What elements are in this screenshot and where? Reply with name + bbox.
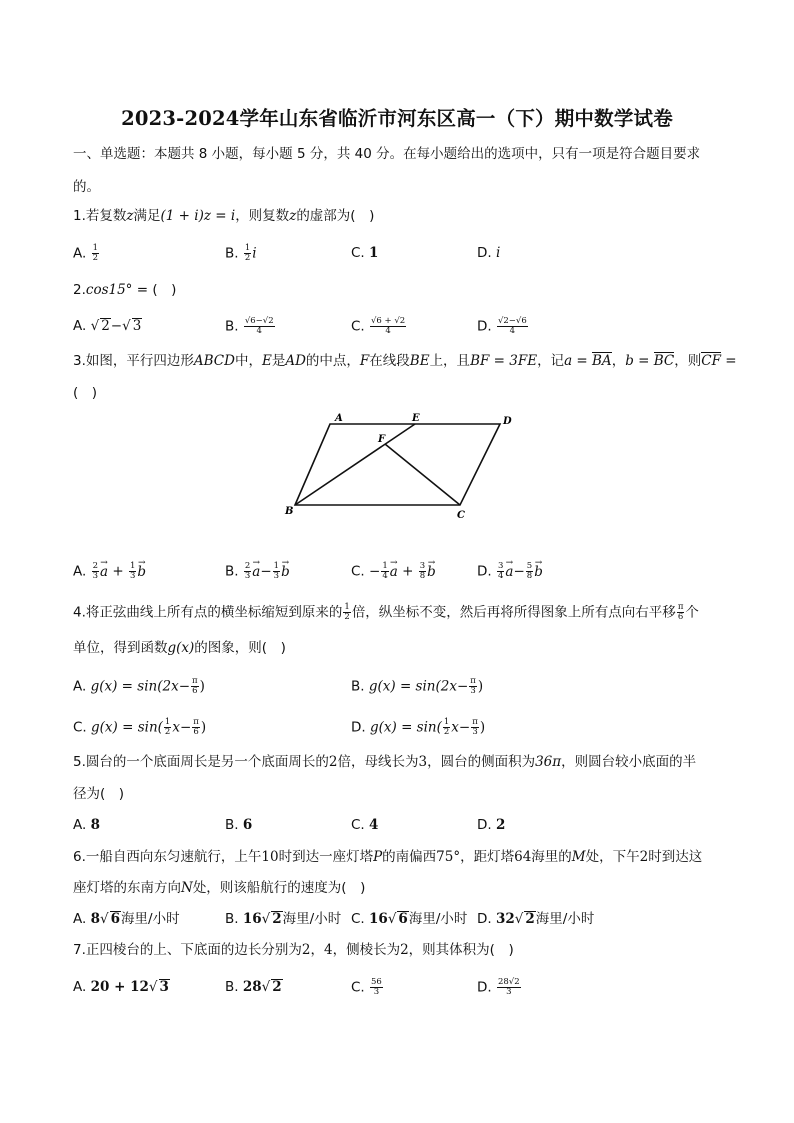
denominator: 3 (273, 571, 280, 581)
denominator: 3 (472, 727, 478, 737)
numerator: π (193, 717, 199, 727)
option-label: C. (351, 817, 370, 833)
option-label: A. (73, 817, 91, 833)
q4-text: 4.将正弦曲线上所有点的横坐标缩短到原来的 (73, 604, 343, 621)
unit: 海里/小时 (535, 911, 595, 927)
fraction (370, 978, 383, 997)
q6-number: 10 (261, 849, 279, 865)
option-value: 28 (242, 979, 262, 995)
q5-text: ，则圆台较小底面的半 (561, 754, 697, 770)
option-label: A. (73, 911, 91, 927)
coefficient: 8 (90, 911, 100, 927)
option-label: B. (225, 318, 243, 335)
q3-vector-cf: CF (701, 353, 721, 369)
label-d: D (503, 416, 512, 427)
option-label: A. (73, 979, 91, 995)
minus-sign: − (110, 318, 123, 334)
function-expression: g(x) = sin(2x (368, 678, 457, 695)
q4-text: 个 (685, 604, 699, 621)
fraction (244, 317, 275, 336)
radicand: 2 (272, 911, 282, 927)
q1-text: 的虚部为( ) (296, 208, 375, 224)
denominator: 4 (385, 326, 391, 336)
numerator: 1 (244, 243, 251, 253)
q2-text: = ( ) (132, 282, 177, 298)
numerator: 3 (497, 561, 504, 571)
q1-text: ，则复数 (235, 208, 290, 224)
q5-text: 5.圆台的一个底面周长是另一个底面周长的 (73, 754, 329, 770)
section-header-line1: 一、单选题：本题共 8 小题，每小题 5 分，共 40 分。在每小题给出的选项中，只有一项是符合题目要求 (73, 146, 701, 162)
q3-text: ，记 (537, 353, 565, 369)
option-label: C. (351, 563, 370, 580)
q3-f: F (359, 353, 370, 369)
q6-point-m: M (571, 849, 586, 865)
option-label: D. (477, 563, 496, 580)
function-expression: g(x) = sin( (369, 719, 442, 736)
fraction (92, 562, 99, 581)
unit: 海里/小时 (121, 911, 180, 927)
q4-option-d[interactable] (351, 718, 485, 737)
q4-text: 的图象，则( ) (194, 640, 286, 656)
question-6-stem-line1 (73, 848, 702, 866)
fraction (192, 718, 200, 737)
option-value: 1 (369, 245, 379, 261)
numerator: 1 (92, 243, 99, 253)
q3-abcd: ABCD (193, 353, 235, 369)
q6-text: 时到达这 (648, 849, 703, 865)
q1-text: 1.若复数 (73, 208, 127, 224)
q4-option-c[interactable] (73, 718, 206, 737)
fraction (677, 603, 685, 622)
q6-number: 2 (639, 849, 649, 865)
denominator: 3 (470, 686, 476, 696)
q3-ad: AD (285, 353, 306, 369)
option-label: A. (73, 318, 91, 334)
q7-text: ，则其体积为( ) (408, 942, 514, 958)
option-value: 2 (495, 817, 506, 833)
denominator: 4 (509, 326, 516, 336)
numerator: 56 (371, 977, 382, 987)
fraction (244, 244, 251, 263)
coefficient: 16 (369, 911, 388, 927)
q5-option-b[interactable] (225, 816, 252, 834)
fraction (129, 562, 136, 581)
q6-option-a[interactable]: A. 8√ 6海里/小时 (73, 911, 180, 927)
vector-b: → b (534, 563, 543, 581)
q5-text: ，圆台的侧面积为 (427, 754, 536, 770)
q1-text: 满足 (133, 208, 161, 224)
option-label: A. (73, 678, 91, 695)
q6-point-n: N (181, 880, 193, 896)
numerator: 5 (526, 561, 533, 571)
numerator: 1 (164, 717, 171, 727)
q2-option-a[interactable]: A. √ 2−√ 3 (73, 318, 142, 334)
denominator: 6 (677, 612, 684, 622)
q3-text: 的中点， (305, 353, 360, 369)
q6-option-d[interactable]: D. 32√ 2海里/小时 (477, 911, 595, 927)
q3-text: 上，且 (429, 353, 471, 369)
operator: − (260, 563, 272, 580)
numerator: π (472, 717, 478, 727)
q2-option-d[interactable] (477, 317, 529, 336)
q6-option-c[interactable]: C. 16√ 6海里/小时 (351, 911, 468, 927)
operator: + (397, 563, 418, 580)
radicand: 3 (132, 318, 142, 334)
fraction (526, 562, 533, 581)
q7-option-a[interactable]: A. 20 + 12√ 3 (73, 979, 169, 995)
variable-x: x (451, 719, 459, 736)
fraction (191, 677, 199, 696)
denominator: 2 (344, 612, 350, 622)
variable-x: x (172, 719, 180, 736)
q7-option-b[interactable]: B. 28√ 2 (225, 979, 282, 995)
option-label: B. (225, 817, 243, 833)
option-label: C. (351, 318, 370, 335)
q6-text: 的南偏西 (382, 849, 437, 865)
q7-option-c[interactable] (351, 978, 384, 997)
fraction (343, 603, 350, 622)
label-c: C (457, 510, 465, 521)
numerator: π (470, 676, 476, 686)
fraction (471, 718, 479, 737)
numerator: π (677, 602, 684, 612)
q2-option-c[interactable] (351, 317, 407, 336)
q3-text: ， (611, 353, 626, 369)
q4-text: 倍，纵坐标不变，然后再将所得图象上所有点向右平移 (351, 604, 676, 621)
q6-text: 处，则该船航行的速度为( ) (192, 880, 366, 896)
q1-option-b[interactable] (225, 244, 257, 263)
fraction (419, 562, 426, 581)
fraction (469, 677, 477, 696)
denominator: 4 (497, 571, 504, 581)
vector-a: → a (390, 563, 398, 581)
vector-b: → b (281, 563, 290, 581)
label-e: E (412, 413, 420, 424)
option-label: B. (225, 979, 243, 995)
fraction (497, 317, 528, 336)
numerator: √6 + √2 (371, 316, 406, 326)
denominator: 3 (373, 987, 380, 997)
q2-text: 2. (73, 282, 86, 298)
question-6-stem-line2 (73, 879, 365, 897)
option-label: A. (73, 563, 91, 580)
q7-option-d[interactable] (477, 978, 522, 997)
q5-number: 3 (418, 754, 428, 770)
q2-option-b[interactable] (225, 317, 276, 336)
option-value: 4 (369, 817, 379, 833)
q6-text: 海里的 (531, 849, 572, 865)
option-value: 6 (242, 817, 253, 833)
q6-point-p: P (373, 849, 383, 865)
q6-text: 座灯塔的东南方向 (73, 880, 181, 896)
q6-text: 6.一船自西向东匀速航行，上午 (73, 849, 262, 865)
q5-option-c[interactable] (351, 816, 378, 834)
q4-option-b[interactable] (351, 677, 483, 696)
option-label: C. (351, 245, 370, 261)
numerator: 1 (382, 561, 388, 571)
minus-sign: − (458, 719, 471, 736)
question-3-stem-line2: ( ) (73, 385, 98, 401)
paren: ) (200, 719, 207, 736)
q3-vector-ba: BA (592, 353, 612, 369)
paren: ) (477, 678, 484, 695)
vector-a: → a (252, 563, 260, 581)
q3-vector-bc: BC (653, 353, 675, 369)
minus-sign: − (179, 719, 192, 736)
q6-number: 64 (514, 849, 532, 865)
q3-e: E (261, 353, 272, 369)
q5-option-a[interactable] (73, 816, 100, 834)
denominator: 8 (419, 571, 426, 581)
fraction (164, 718, 171, 737)
denominator: 3 (244, 571, 251, 581)
minus-sign: − (369, 563, 381, 580)
denominator: 2 (92, 253, 99, 263)
paren: ) (199, 678, 205, 695)
operator: − (513, 563, 525, 580)
q3-option-d[interactable] (477, 562, 543, 581)
option-label: B. (225, 911, 243, 927)
q1-option-d[interactable] (477, 244, 500, 262)
unit: 海里/小时 (408, 911, 468, 927)
numerator: 1 (273, 561, 280, 571)
q6-number: 75° (436, 849, 461, 865)
q3-equation: BF = 3FE (470, 353, 538, 369)
minus-sign: − (456, 678, 469, 695)
q3-option-a[interactable] (73, 562, 146, 581)
radicand: 2 (101, 318, 110, 334)
fraction (381, 562, 388, 581)
q3-text: 在线段 (369, 353, 410, 369)
q3-vector-b: b = (625, 353, 654, 369)
option-label: B. (225, 245, 243, 262)
denominator: 4 (382, 571, 388, 581)
vector-a: → a (505, 563, 513, 581)
q2-expression: cos15° (85, 282, 133, 298)
option-label: C. (73, 719, 92, 736)
label-a: A (335, 413, 343, 424)
option-label: A. (73, 245, 91, 262)
unit: 海里/小时 (282, 911, 342, 927)
function-expression: g(x) = sin(2x (90, 678, 179, 695)
segment-fc (385, 444, 460, 505)
coefficient: 16 (242, 911, 262, 927)
option-value: i (495, 245, 501, 261)
q6-text: ，距灯塔 (460, 849, 515, 865)
question-5-stem-line2: 径为( ) (73, 786, 125, 802)
denominator: 8 (526, 571, 533, 581)
denominator: 2 (164, 727, 171, 737)
q3-text: 中， (234, 353, 262, 369)
label-b: B (285, 506, 294, 517)
imaginary-unit: i (252, 245, 257, 262)
radicand: 6 (110, 911, 121, 927)
page-title: 2023-2024学年山东省临沂市河东区高一（下）期中数学试卷 (121, 107, 673, 130)
denominator: 6 (192, 686, 198, 696)
option-label: D. (477, 911, 496, 927)
q6-option-b[interactable]: B. 16√ 2海里/小时 (225, 911, 342, 927)
option-label: B. (351, 678, 369, 695)
denominator: 4 (256, 326, 262, 336)
q3-text: = (720, 353, 737, 369)
q4-text: 单位，得到函数 (73, 640, 168, 656)
option-label: D. (477, 817, 496, 833)
q6-text: 处，下午 (585, 849, 640, 865)
fraction (370, 317, 406, 336)
q6-text: 时到达一座灯塔 (278, 849, 374, 865)
question-3-stem-line1 (73, 352, 737, 370)
q5-option-d[interactable] (477, 816, 505, 834)
q3-vector-a: a = (564, 353, 593, 369)
radicand: 2 (525, 911, 535, 927)
fraction (497, 978, 521, 997)
q1-var-z: z (126, 208, 134, 224)
question-4-stem-line2 (73, 639, 286, 657)
q4-option-a[interactable] (73, 677, 205, 696)
numerator: 1 (129, 561, 136, 571)
option-label: D. (477, 245, 496, 261)
option-value: 20 + 12 (90, 979, 149, 995)
numerator: 28√2 (497, 977, 520, 987)
paren: ) (479, 719, 486, 736)
parallelogram-figure (280, 405, 520, 525)
denominator: 3 (506, 987, 512, 997)
denominator: 2 (443, 727, 450, 737)
q3-text: ，则 (674, 353, 702, 369)
fraction (244, 562, 251, 581)
numerator: √2−√6 (497, 316, 527, 326)
numerator: 1 (344, 602, 350, 612)
numerator: √6−√2 (244, 316, 274, 326)
q1-option-a[interactable] (73, 244, 100, 263)
question-7-stem (73, 941, 514, 959)
function-expression: g(x) = sin( (91, 719, 163, 736)
vector-b: → b (427, 563, 436, 581)
q7-number: 4 (323, 942, 333, 958)
numerator: 2 (92, 561, 99, 571)
option-label: C. (351, 979, 370, 996)
option-label: B. (225, 563, 243, 580)
q5-number: 36π (535, 754, 562, 770)
question-2-stem (73, 281, 176, 299)
operator: + (108, 563, 128, 580)
coefficient: 32 (495, 911, 515, 927)
minus-sign: − (178, 678, 190, 695)
fraction (497, 562, 504, 581)
radicand: 2 (272, 979, 282, 995)
numerator: 1 (443, 717, 450, 727)
vector-a: → a (100, 563, 108, 581)
section-header-line2: 的。 (73, 179, 100, 195)
label-f: F (378, 434, 386, 445)
denominator: 3 (129, 571, 136, 581)
numerator: π (192, 676, 198, 686)
q3-be: BE (409, 353, 430, 369)
fraction (273, 562, 280, 581)
numerator: 2 (244, 561, 251, 571)
question-5-stem-line1 (73, 753, 696, 771)
numerator: 3 (419, 561, 426, 571)
fraction (443, 718, 450, 737)
option-value: 8 (90, 817, 100, 833)
q5-number: 2 (328, 754, 338, 770)
denominator: 3 (92, 571, 99, 581)
radicand: 3 (159, 979, 169, 995)
denominator: 2 (244, 253, 251, 263)
q3-text: 3.如图，平行四边形 (73, 353, 194, 369)
q3-option-b[interactable] (225, 562, 290, 581)
q7-text: ，侧棱长为 (332, 942, 401, 958)
question-4-stem-line1 (73, 603, 699, 622)
q7-text: ， (310, 942, 324, 958)
q3-text: 是 (271, 353, 286, 369)
q3-option-c[interactable] (351, 562, 436, 581)
q4-gx: g(x) (167, 640, 195, 656)
option-label: D. (477, 318, 496, 335)
q5-text: 倍，母线长为 (337, 754, 419, 770)
fraction (92, 244, 99, 263)
option-label: D. (351, 719, 370, 736)
option-label: D. (477, 979, 496, 996)
denominator: 6 (193, 727, 199, 737)
question-1-stem (73, 207, 374, 225)
q7-text: 7.正四棱台的上、下底面的边长分别为 (73, 942, 302, 958)
option-label: C. (351, 911, 370, 927)
q1-equation: (1 + i)z = i (160, 208, 236, 224)
q1-option-c[interactable] (351, 244, 378, 262)
q7-number: 2 (400, 942, 409, 958)
radicand: 6 (398, 911, 408, 927)
vector-b: → b (137, 563, 146, 581)
q1-var-z: z (289, 208, 297, 224)
q7-number: 2 (301, 942, 311, 958)
